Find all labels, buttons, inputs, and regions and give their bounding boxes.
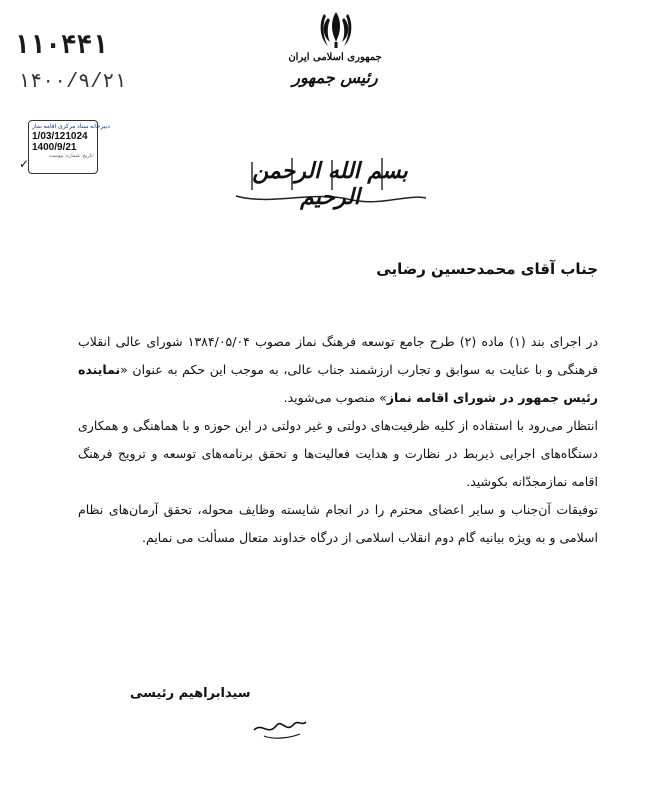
bismillah-heading: بسم الله الرحمن الرحیم [252, 158, 408, 210]
body-paragraph-1: در اجرای بند (۱) ماده (۲) طرح جامع توسعه فرهنگ نماز مصوب ۱۳۸۴/۰۵/۰۴ شورای عالی انقلاب فرهنگی و با عنایت به سوابق و تجارب ارزشمند جناب عالی، به موجب این حکم به عنوان «نماینده رئیس جمهور در شورای اقامه نماز» منصوب می‌شوید. [78, 334, 599, 405]
letter-number: ۱۱۰۴۴۱ [14, 31, 108, 61]
stamp-title: دبیرخانه ستاد مرکزی اقامه نماز [32, 124, 110, 130]
registry-stamp [19, 120, 110, 174]
letter-body [78, 328, 598, 552]
president-office-title: رئیس جمهور [292, 68, 378, 87]
stamp-date: 1400/9/21 [32, 142, 77, 153]
stamp-footer: تاریخ: شماره: پیوست: [48, 153, 94, 159]
signer-name: سیدابراهیم رئیسی [130, 686, 251, 701]
appointment-title: نماینده رئیس جمهور در شورای اقامه نماز [78, 362, 598, 405]
letter-date: ۱۴۰۰/۹/۲۱ [18, 71, 127, 94]
check-mark-icon: ✓ [19, 157, 30, 171]
iran-emblem-icon [318, 8, 354, 50]
body-paragraph-3: توفیقات آن‌جناب و سایر اعضای محترم را در انجام شایسته وظایف محوله، تحقق آرمان‌های نظام اسلامی و به ویژه بیانیه گام دوم انقلاب اسلامی از درگاه خداوند متعال مسألت می نمایم. [78, 502, 598, 545]
stamp-number: 1/03/121024 [32, 131, 88, 142]
body-paragraph-2: انتظار می‌رود با استفاده از کلیه ظرفیت‌های دولتی و غیر دولتی در این حوزه و با هماهنگی و همکاری دستگاه‌های اجرایی ذیربط در نظارت و هدایت فعالیت‌ها و تحقق برنامه‌های توسعه و ترویج فرهنگ اقامه نمازمجدّانه بکوشید. [78, 418, 598, 489]
signature-icon [250, 706, 310, 742]
addressee: جناب آقای محمدحسین رضایی [376, 260, 598, 278]
republic-title: جمهوری اسلامی ایران [288, 52, 382, 63]
